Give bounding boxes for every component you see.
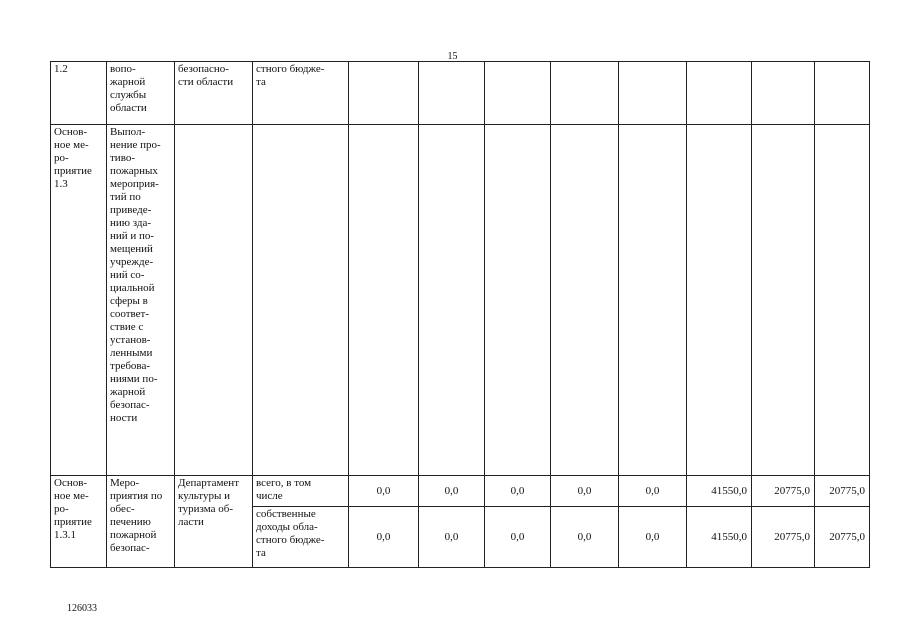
value-cell: 0,0 xyxy=(349,507,419,568)
value-cell: 20775,0 xyxy=(752,507,815,568)
value-cell xyxy=(815,62,870,125)
status-cell: Основ- ное ме- ро- приятие 1.3 xyxy=(51,125,107,476)
document-code: 126033 xyxy=(67,603,97,614)
status-cell: Основ- ное ме- ро- приятие 1.3.1 xyxy=(51,476,107,568)
value-cell: 20775,0 xyxy=(752,476,815,507)
value-cell xyxy=(551,125,619,476)
value-cell xyxy=(485,125,551,476)
source-cell: всего, в том числе xyxy=(253,476,349,507)
name-cell: Меро- приятия по обес- печению пожарной безопас- xyxy=(107,476,175,568)
value-cell: 41550,0 xyxy=(687,476,752,507)
value-cell: 0,0 xyxy=(419,507,485,568)
table-row xyxy=(51,125,870,476)
value-cell xyxy=(419,62,485,125)
value-cell xyxy=(815,125,870,476)
executor-cell: Департамент культуры и туризма об- ласти xyxy=(175,476,253,568)
value-cell: 0,0 xyxy=(419,476,485,507)
executor-cell xyxy=(175,125,253,476)
value-cell xyxy=(752,125,815,476)
value-cell xyxy=(349,125,419,476)
table-row xyxy=(51,62,870,125)
value-cell xyxy=(485,62,551,125)
source-cell: собственные доходы обла- стного бюдже- та xyxy=(253,507,349,568)
budget-table xyxy=(50,61,870,568)
value-cell xyxy=(419,125,485,476)
source-cell: стного бюдже- та xyxy=(253,62,349,125)
value-cell: 20775,0 xyxy=(815,476,870,507)
table-row xyxy=(51,476,870,507)
value-cell: 0,0 xyxy=(485,476,551,507)
value-cell: 0,0 xyxy=(485,507,551,568)
source-cell xyxy=(253,125,349,476)
executor-cell: безопасно- сти области xyxy=(175,62,253,125)
value-cell xyxy=(619,62,687,125)
value-cell: 0,0 xyxy=(551,507,619,568)
value-cell xyxy=(752,62,815,125)
name-cell: Выпол- нение про- тиво- пожарных мероприя- тий по приведе- нию зда- ний и по- мещений учрежде- ний со- циальной сферы в соответ- ствие с установ- ленными требова- ниями по- жарной безопас- ности xyxy=(107,125,175,476)
status-cell: 1.2 xyxy=(51,62,107,125)
value-cell xyxy=(551,62,619,125)
value-cell: 0,0 xyxy=(551,476,619,507)
value-cell xyxy=(687,62,752,125)
name-cell: вопо- жарной службы области xyxy=(107,62,175,125)
value-cell: 0,0 xyxy=(619,476,687,507)
value-cell xyxy=(349,62,419,125)
value-cell: 20775,0 xyxy=(815,507,870,568)
value-cell xyxy=(687,125,752,476)
value-cell: 0,0 xyxy=(349,476,419,507)
value-cell xyxy=(619,125,687,476)
value-cell: 41550,0 xyxy=(687,507,752,568)
value-cell: 0,0 xyxy=(619,507,687,568)
page-number: 15 xyxy=(447,51,458,62)
